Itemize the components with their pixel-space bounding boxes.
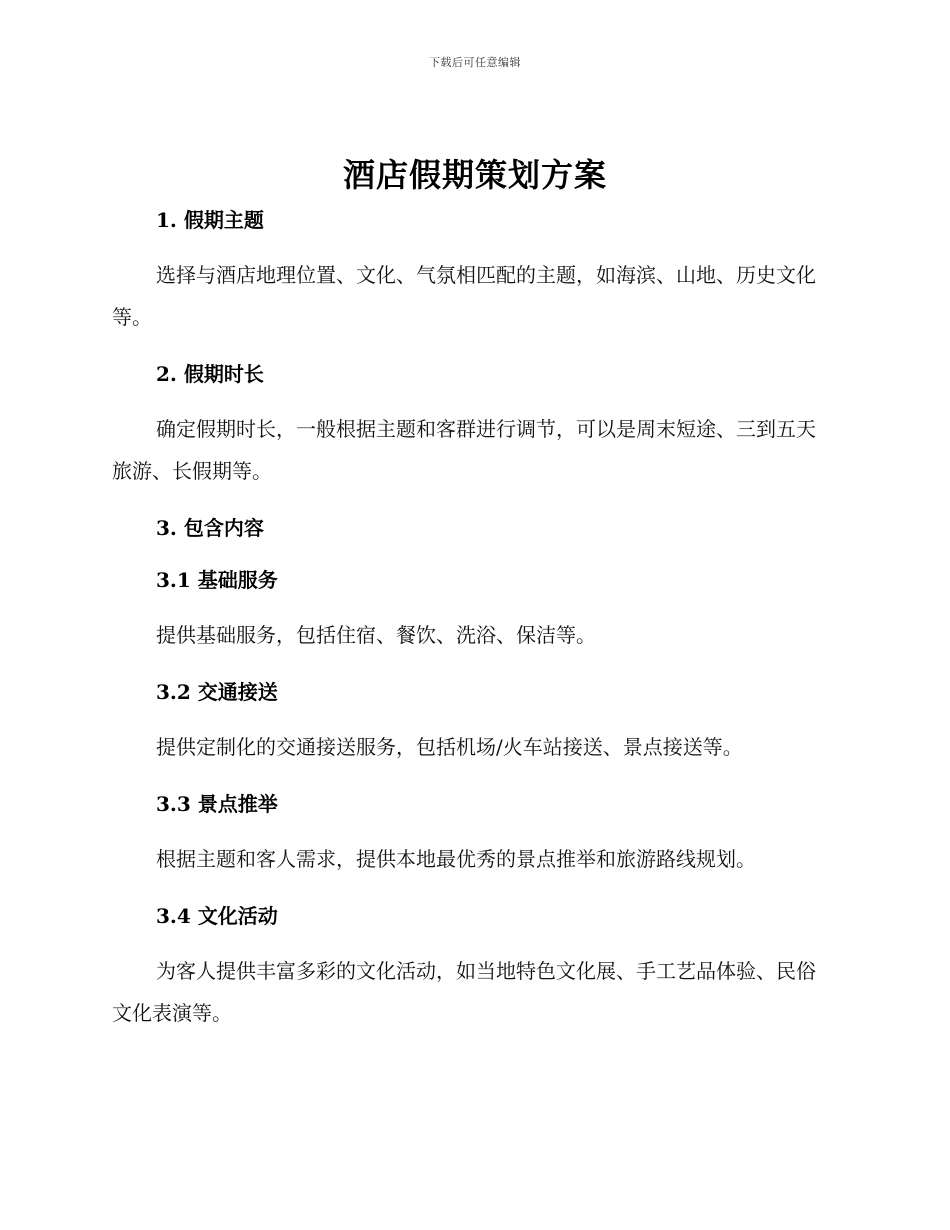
section-body-3-3: 根据主题和客人需求，提供本地最优秀的景点推举和旅游路线规划。 (156, 847, 756, 871)
header-note: 下载后可任意编辑 (429, 56, 521, 69)
section-heading-1: 1. 假期主题 (156, 208, 264, 232)
section-heading-3-1: 3.1 基础服务 (156, 568, 278, 592)
section-heading-3-2: 3.2 交通接送 (156, 680, 278, 704)
document-body (112, 204, 832, 1034)
section-body-1: 选择与酒店地理位置、文化、气氛相匹配的主题，如海滨、山地、历史文化等。 (112, 263, 816, 329)
section-body-3-4: 为客人提供丰富多彩的文化活动，如当地特色文化展、手工艺品体验、民俗文化表演等。 (112, 959, 816, 1025)
section-heading-3-3: 3.3 景点推举 (156, 792, 278, 816)
section-body-3-2: 提供定制化的交通接送服务，包括机场/火车站接送、景点接送等。 (156, 735, 743, 759)
section-body-3-1: 提供基础服务，包括住宿、餐饮、洗浴、保洁等。 (156, 623, 596, 647)
section-heading-2: 2. 假期时长 (156, 362, 264, 386)
section-heading-3: 3. 包含内容 (156, 516, 264, 540)
document-title: 酒店假期策划方案 (342, 156, 607, 194)
section-heading-3-4: 3.4 文化活动 (156, 904, 278, 928)
section-body-2: 确定假期时长，一般根据主题和客群进行调节，可以是周末短途、三到五天旅游、长假期等。 (112, 417, 816, 483)
